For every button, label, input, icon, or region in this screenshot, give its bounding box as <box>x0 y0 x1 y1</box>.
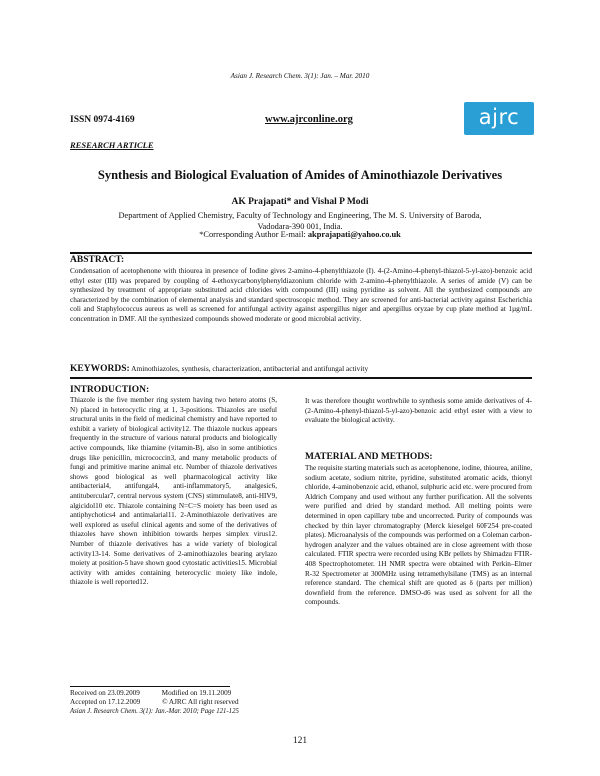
materials-methods-heading: MATERIAL AND METHODS: <box>305 452 433 462</box>
affiliation-line-2: Vadodara-390 001, India. <box>257 222 343 231</box>
modified-date: Modified on 19.11.2009 <box>161 689 232 697</box>
issn-number: ISSN 0974-4169 <box>70 115 135 125</box>
received-date: Received on 23.09.2009 <box>70 689 140 697</box>
article-type: RESEARCH ARTICLE <box>70 140 154 150</box>
journal-website-link[interactable]: www.ajrconline.org <box>265 114 353 125</box>
citation: Asian J. Research Chem. 3(1): Jan.-Mar. 2010; Page 121-125 <box>70 708 239 715</box>
page-number: 121 <box>292 736 308 746</box>
footnote <box>70 689 239 716</box>
affiliation <box>0 210 600 232</box>
keywords <box>70 364 532 374</box>
footnote-rule <box>70 686 230 687</box>
right-intro-text: It was therefore thought worthwhile to synthesis some amide derivatives of 4-(2-Amino-4-phenyl-thiazol-5-yl-azo)-benzoic acid ethyl ester with a view to evaluate the biological activity. <box>305 397 532 425</box>
introduction-text: Thiazole is the five member ring system having two hetero atoms (S, N) placed in heterocyclic ring at 1, 3-positions. Thiazoles are useful structural units in the field of medicinal chemistry and have reported to exhibit a variety of biological activity12. The thiazole nuckus appears frequently in the structure of various natural products and biologically active compounds, like thiamine (vitamin-B), also in some antibiotics drugs like penicillin, micrococcin3, and many metabolic products of fungi and primitive marine animal etc. Number of thiazole derivatives shows good biological as well pharmacological activity like antibacterial4, antifungal4, anti-inflammatory5, analgesic6, antitubercular7, central nervous system (CNS) stimmulate8, anti-HIV9, algicidol10 etc. Thiazole containing N=C=S moiety has been used as antiphychotics4 and antimalarial11. 2-Aminothiazole derivatives are well explored as useful clinical agents and some of the derivatives of thiazoles have shown inhibition towards herpes simplex virus12. Number of thiazole derivatives has a wide variety of biological activity13-14. Some derivatives of 2-aminothiazoles bearing arylazo moiety at position-5 have shown good cytostatic activities15. Microbial activity with amides containing heterocyclic moiety like indole, thiazole is well reported12. <box>70 396 277 587</box>
accepted-date: Accepted on 17.12.2009 <box>70 698 141 706</box>
affiliation-line-1: Department of Applied Chemistry, Faculty of Technology and Engineering, The M. S. University of Baroda, <box>118 211 482 220</box>
corresponding-label: *Corresponding Author E-mail: <box>199 230 306 239</box>
authors: AK Prajapati* and Vishal P Modi <box>231 197 369 207</box>
abstract-bottom-rule <box>70 377 532 379</box>
journal-logo: ajrc <box>464 102 534 135</box>
keywords-label: KEYWORDS: <box>70 364 130 374</box>
materials-methods-text: The requisite starting materials such as acetophenone, iodine, thiourea, aniline, sodium acetate, sodium nitrite, pyridine, substituted aromatic acids, thionyl chloride, 4-aminobenzoic acid, ethanol, sulphuric acid etc. were procured from Aldrich Company and used without any further purification. All the solvents were purified and dried by standard method. All melting points were determined in open capillary tube and uncorrected. Purity of compounds was checked by thin layer chromatography (Merck kieselgel 60F254 pre-coated plates). Microanalysis of the compounds was performed on a Coleman carbon-hydrogen analyzer and the values obtained are in close agreement with those calculated. FTIR spectra were recorded using KBr pellets by Shimadzu FTIR-408 Spectrophotometer. 1H NMR spectra were obtained with Perkin–Elmer R-32 Spectrometer at 300MHz using tetramethylsilane (TMS) as an internal reference standard. The chemical shift are quoted as δ (parts per million) downfield from the reference. DMSO-d6 was used as solvent for all the compounds. <box>305 464 532 607</box>
introduction-heading: INTRODUCTION: <box>70 385 150 395</box>
keywords-text: Aminothiazoles, synthesis, characterization, antibacterial and antifungal activity <box>131 364 369 373</box>
journal-header: Asian J. Research Chem. 3(1): Jan. – Mar. 2010 <box>230 72 370 80</box>
paper-title: Synthesis and Biological Evaluation of Amides of Aminothiazole Derivatives <box>97 168 503 182</box>
abstract-top-rule <box>70 252 532 254</box>
abstract-text: Condensation of acetophenone with thiourea in presence of Iodine gives 2-amino-4-phenylthiazole (I). 4-(2-Amino-4-phenyl-thiazol-5-yl-azo)-benzoic acid ethyl ester (III) was prepared by coupling of 4-ethoxycarbonylphenyldiazonium chloride with 2-amino-4-phenylthiazole. A series of amide (V) can be synthesized by treatment of appropriate substituted acid chlorides with compound (III) using pyridine as solvent. All the synthesized compounds are characterized by the combination of elemental analysis and standard spectroscopic method. They are screened for anti-bacterial activity against Escherichia coli and Staphylococcus aureus as well as screened for antifungal activity against aspergillus niger and apergillus oryzae by cup plate method at 1µg/mL concentration in DMF. All the synthesized compounds showed moderate or good microbial activity. <box>70 266 532 323</box>
corresponding-author <box>0 230 600 239</box>
corresponding-email[interactable]: akprajapati@yahoo.co.uk <box>307 230 401 239</box>
abstract-heading: ABSTRACT: <box>70 255 125 265</box>
copyright: © AJRC All right reserved <box>162 698 239 706</box>
